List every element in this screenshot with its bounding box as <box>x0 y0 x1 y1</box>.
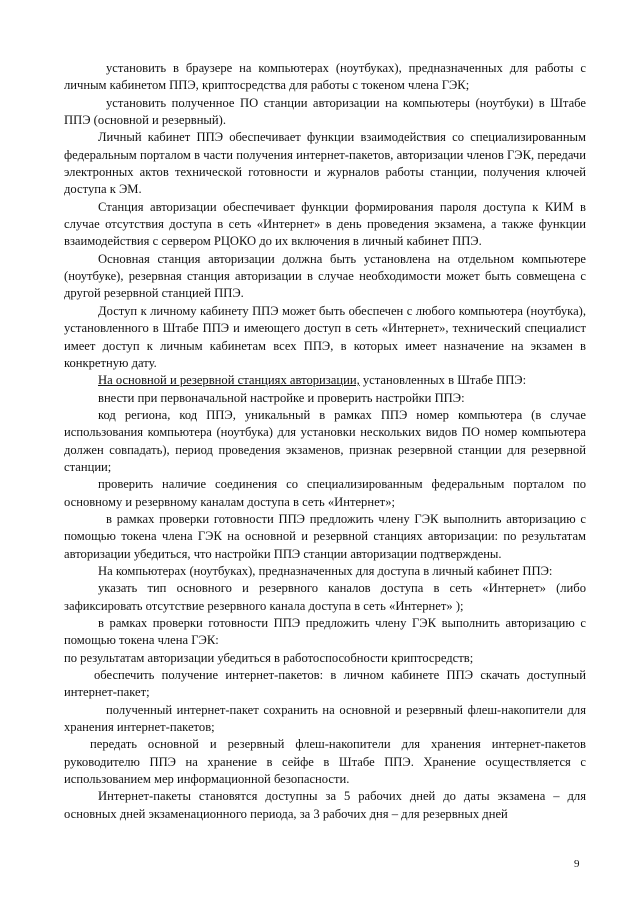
paragraph: Личный кабинет ППЭ обеспечивает функции взаимодействия со специализированным федеральным порталом в части получения интернет-пакетов, авторизации членов ГЭК, передачи электронных актов технической готовности и журналов работы станции, получения ключей доступа к ЭМ. <box>64 130 586 197</box>
paragraph: указать тип основного и резервного каналов доступа в сеть «Интернет» (либо зафиксировать отсутствие резервного канала доступа в сеть «Интернет» ); <box>64 581 586 613</box>
page-number: 9 <box>574 858 580 870</box>
paragraph: обеспечить получение интернет-пакетов: в личном кабинете ППЭ скачать доступный интернет-пакет; <box>64 668 586 700</box>
paragraph: установить полученное ПО станции авторизации на компьютеры (ноутбуки) в Штабе ППЭ (основной и резервный). <box>64 95 586 128</box>
paragraph: проверить наличие соединения со специализированным федеральным порталом по основному и резервному каналам доступа в сеть «Интернет»; <box>64 477 586 509</box>
paragraph: по результатам авторизации убедиться в работоспособности криптосредств; <box>64 650 474 665</box>
paragraph: Доступ к личному кабинету ППЭ может быть обеспечен с любого компьютера (ноутбука), установленного в Штабе ППЭ и имеющего доступ в сеть «Интернет», технический специалист имеет доступ к личным кабинетам всех ППЭ, в которых имеет назначение на экзамен в конкретную дату. <box>64 303 586 370</box>
paragraph: Станция авторизации обеспечивает функции формирования пароля доступа к КИМ в случае отсутствия доступа в сеть «Интернет» в день проведения экзамена, а также функции взаимодействия с сервером РЦОКО до их включения в личный кабинет ППЭ. <box>64 199 586 249</box>
section-heading <box>64 372 586 389</box>
paragraph: Интернет-пакеты становятся доступны за 5 рабочих дней до даты экзамена – для основных дней экзаменационного периода, за 3 рабочих дня – для резервных дней <box>64 789 586 821</box>
paragraph: Основная станция авторизации должна быть установлена на отдельном компьютере (ноутбуке), резервная станция авторизации в случае необходимости может быть совмещена с другой резервной станцией ППЭ. <box>64 251 586 301</box>
paragraph: передать основной и резервный флеш-накопители для хранения интернет-пакетов руководителю ППЭ на хранение в сейфе в Штабе ППЭ. Хранение осуществляется с использованием мер информационной безопасности. <box>64 737 586 787</box>
paragraph: в рамках проверки готовности ППЭ предложить члену ГЭК выполнить авторизацию с помощью токена члена ГЭК на основной и резервной станциях авторизации: по результатам авторизации убедиться, что настройки ППЭ станции авторизации подтверждены. <box>64 511 586 561</box>
page-body <box>64 60 586 823</box>
section-heading-underlined: На основной и резервной станциях авторизации, <box>98 373 360 388</box>
paragraph: полученный интернет-пакет сохранить на основной и резервный флеш-накопители для хранения интернет-пакетов; <box>64 702 586 735</box>
paragraph: внести при первоначальной настройке и проверить настройки ППЭ: <box>98 390 465 405</box>
section-heading-rest: установленных в Штабе ППЭ: <box>359 373 527 388</box>
paragraph: установить в браузере на компьютерах (ноутбуках), предназначенных для работы с личным кабинетом ППЭ, криптосредства для работы с токеном члена ГЭК; <box>64 61 586 93</box>
paragraph: в рамках проверки готовности ППЭ предложить члену ГЭК выполнить авторизацию с помощью токена члена ГЭК: <box>64 616 586 648</box>
paragraph: На компьютерах (ноутбуках), предназначенных для доступа в личный кабинет ППЭ: <box>98 563 553 578</box>
paragraph: код региона, код ППЭ, уникальный в рамках ППЭ номер компьютера (в случае использования компьютера (ноутбука) для установки нескольких видов ПО номер компьютера должен совпадать), период проведения экзаменов, признак резервной станции для резервной станции; <box>64 407 586 474</box>
